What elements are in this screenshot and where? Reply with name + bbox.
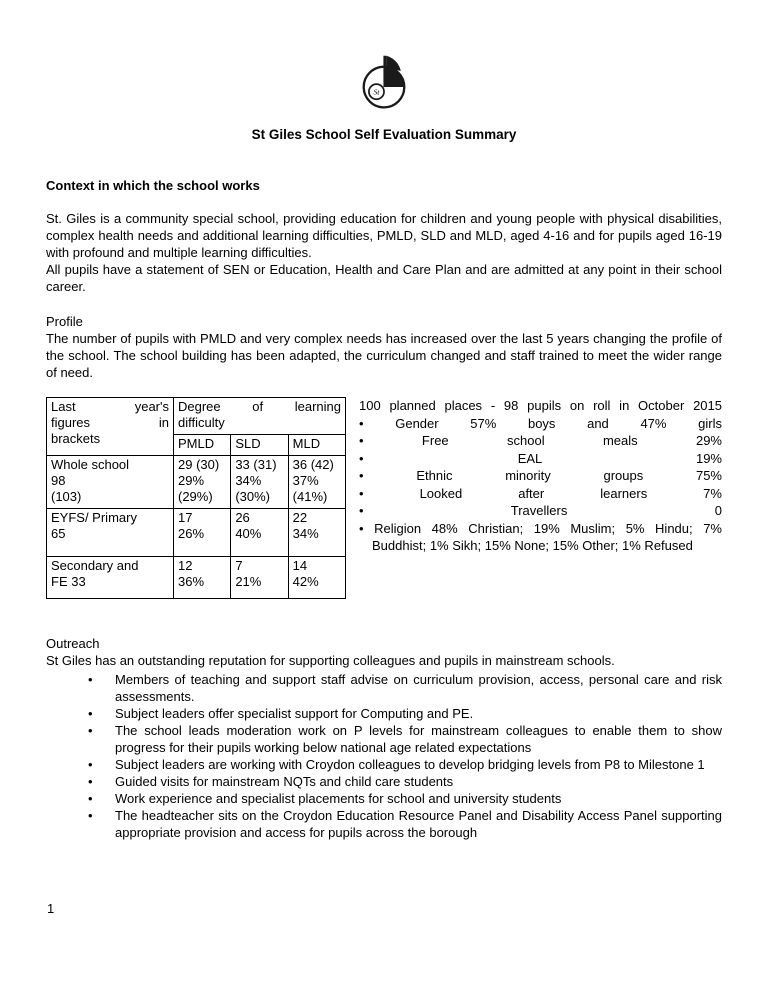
stat-text: Religion 48% Christian; 19% Muslim; 5% Hindu; 7% Buddhist; 1% Sikh; 15% None; 15% Other; 1% Refused bbox=[372, 520, 722, 553]
bullet-icon: • bbox=[359, 433, 364, 448]
bullet-icon: • bbox=[88, 791, 93, 806]
col-header-sld: SLD bbox=[231, 435, 288, 456]
stat-text: Gender 57% boys and 47% girls bbox=[395, 415, 722, 431]
data-section bbox=[46, 397, 722, 599]
cell-line: 29% bbox=[178, 473, 205, 488]
stat-item-eal bbox=[359, 450, 722, 468]
stat-text: EAL 19% bbox=[517, 450, 722, 466]
table-row bbox=[47, 456, 346, 509]
row-label-whole-school bbox=[47, 456, 174, 509]
cell-line: 21% bbox=[235, 574, 262, 589]
row-label-line: 65 bbox=[51, 526, 66, 541]
row-label-line: EYFS/ Primary bbox=[51, 510, 137, 525]
cell-line: (30%) bbox=[235, 489, 271, 504]
school-logo-graphic bbox=[355, 52, 413, 114]
bullet-icon: • bbox=[88, 723, 93, 738]
cell-line: 36 (42) bbox=[292, 457, 334, 472]
cell-line: 7 bbox=[235, 558, 243, 573]
col-header-pmld: PMLD bbox=[174, 435, 231, 456]
outreach-bullet bbox=[46, 773, 722, 790]
bullet-icon: • bbox=[359, 485, 364, 501]
table-group-header bbox=[174, 398, 346, 435]
stat-text: Ethnic minority groups 75% bbox=[416, 468, 722, 483]
cell-line: 34% bbox=[235, 473, 262, 488]
cell-line: 34% bbox=[292, 526, 319, 541]
cell-pmld bbox=[174, 557, 231, 599]
outreach-bullet-text: Subject leaders are working with Croydon colleagues to develop bridging levels from P8 to Milestone 1 bbox=[115, 757, 705, 772]
row-label-line: Whole school bbox=[51, 457, 130, 472]
profile-paragraph: The number of pupils with PMLD and very complex needs has increased over the last 5 years changing the profile of the school. The school building has been adapted, the curriculum changed and staff trained to meet the wider range of need. bbox=[46, 331, 722, 380]
cell-line: (29%) bbox=[178, 489, 213, 504]
cell-line: 17 bbox=[178, 510, 193, 525]
bullet-icon: • bbox=[359, 450, 364, 466]
cell-line: 26 bbox=[235, 510, 250, 525]
outreach-bullet-text: Members of teaching and support staff advise on curriculum provision, access, personal care and risk assessments. bbox=[115, 672, 722, 704]
cell-line: 42% bbox=[292, 574, 319, 589]
row-label-eyfs-primary bbox=[47, 509, 174, 557]
bullet-icon: • bbox=[88, 757, 93, 772]
cell-line: 22 bbox=[292, 510, 308, 525]
row-label-line: (103) bbox=[51, 489, 82, 504]
outreach-bullet bbox=[46, 671, 722, 705]
pupil-numbers-table bbox=[46, 397, 346, 599]
cell-pmld bbox=[174, 509, 231, 557]
stat-item-gender bbox=[359, 415, 722, 433]
group-header-line-2: difficulty bbox=[178, 415, 225, 430]
page-number: 1 bbox=[47, 901, 55, 916]
stat-text: Free school meals 29% bbox=[421, 433, 722, 448]
cell-line: 33 (31) bbox=[235, 457, 277, 472]
outreach-bullet-text: The headteacher sits on the Croydon Education Resource Panel and Disability Access Panel supporting appropriate provision and access for pupils across the borough bbox=[115, 808, 722, 840]
row-label-line: 98 bbox=[51, 473, 66, 488]
outreach-bullet bbox=[46, 705, 722, 722]
cell-mld bbox=[288, 456, 345, 509]
row-label-line: FE 33 bbox=[51, 574, 86, 589]
outreach-bullet bbox=[46, 790, 722, 807]
logo-monogram: St bbox=[373, 87, 380, 97]
cell-line: 29 (30) bbox=[178, 457, 220, 472]
col-header-mld: MLD bbox=[288, 435, 345, 456]
school-logo bbox=[46, 52, 722, 118]
stat-item-travellers bbox=[359, 502, 722, 520]
table-corner-cell bbox=[47, 398, 174, 456]
outreach-bullet bbox=[46, 722, 722, 756]
cell-mld bbox=[288, 509, 345, 557]
pupil-stats bbox=[359, 397, 722, 555]
stat-text: Looked after learners 7% bbox=[419, 485, 722, 501]
bullet-icon: • bbox=[359, 415, 364, 431]
outreach-section bbox=[46, 635, 722, 841]
stats-intro: 100 planned places - 98 pupils on roll in October 2015 bbox=[359, 398, 722, 413]
cell-sld bbox=[231, 509, 288, 557]
outreach-bullet bbox=[46, 756, 722, 773]
cell-line: 26% bbox=[178, 526, 205, 541]
outreach-bullet-text: Subject leaders offer specialist support for Computing and PE. bbox=[115, 706, 474, 721]
bullet-icon: • bbox=[88, 706, 93, 721]
stat-item-ethnic-minority bbox=[359, 467, 722, 485]
context-paragraph-1: St. Giles is a community special school, providing education for children and young people with physical disabilities, complex health needs and additional learning difficulties, PMLD, SLD and MLD, aged 4-16 and for pupils aged 16-19 with profound and multiple learning difficulties. bbox=[46, 211, 722, 260]
stat-item-fsm bbox=[359, 432, 722, 450]
document-title: St Giles School Self Evaluation Summary bbox=[251, 127, 517, 142]
profile-heading: Profile bbox=[46, 314, 83, 329]
corner-line-1: Last year's bbox=[51, 399, 169, 414]
cell-line: 40% bbox=[235, 526, 262, 541]
cell-line: 12 bbox=[178, 558, 193, 573]
outreach-bullet bbox=[46, 807, 722, 841]
outreach-bullet-text: Work experience and specialist placements for school and university students bbox=[115, 791, 562, 806]
stat-text: Travellers 0 bbox=[510, 503, 722, 518]
row-label-secondary-fe bbox=[47, 557, 174, 599]
corner-line-3: brackets bbox=[51, 431, 101, 446]
bullet-icon: • bbox=[88, 808, 93, 823]
cell-sld bbox=[231, 456, 288, 509]
stat-item-religion bbox=[359, 520, 722, 555]
table-row bbox=[47, 509, 346, 557]
cell-line: (41%) bbox=[292, 489, 328, 504]
context-heading: Context in which the school works bbox=[46, 178, 260, 193]
outreach-bullet-text: Guided visits for mainstream NQTs and child care students bbox=[115, 774, 454, 789]
stat-item-looked-after bbox=[359, 485, 722, 503]
context-paragraph-2: All pupils have a statement of SEN or Education, Health and Care Plan and are admitted at any point in their school career. bbox=[46, 262, 722, 294]
outreach-bullet-text: The school leads moderation work on P levels for mainstream colleagues to enable them to show progress for their pupils working below national age related expectations bbox=[115, 723, 722, 755]
cell-line: 36% bbox=[178, 574, 205, 589]
cell-line: 37% bbox=[292, 473, 319, 488]
outreach-heading: Outreach bbox=[46, 636, 100, 651]
corner-line-2: figures in bbox=[51, 415, 169, 430]
bullet-icon: • bbox=[88, 672, 93, 687]
outreach-intro: St Giles has an outstanding reputation for supporting colleagues and pupils in mainstream schools. bbox=[46, 653, 615, 668]
bullet-icon: • bbox=[88, 774, 93, 789]
cell-sld bbox=[231, 557, 288, 599]
cell-mld bbox=[288, 557, 345, 599]
cell-pmld bbox=[174, 456, 231, 509]
table-row bbox=[47, 557, 346, 599]
bullet-icon: • bbox=[359, 503, 364, 518]
cell-line: 14 bbox=[292, 558, 308, 573]
group-header-line-1: Degree of learning bbox=[178, 399, 341, 414]
bullet-icon: • bbox=[359, 520, 364, 536]
bullet-icon: • bbox=[359, 468, 364, 483]
row-label-line: Secondary and bbox=[51, 558, 139, 573]
